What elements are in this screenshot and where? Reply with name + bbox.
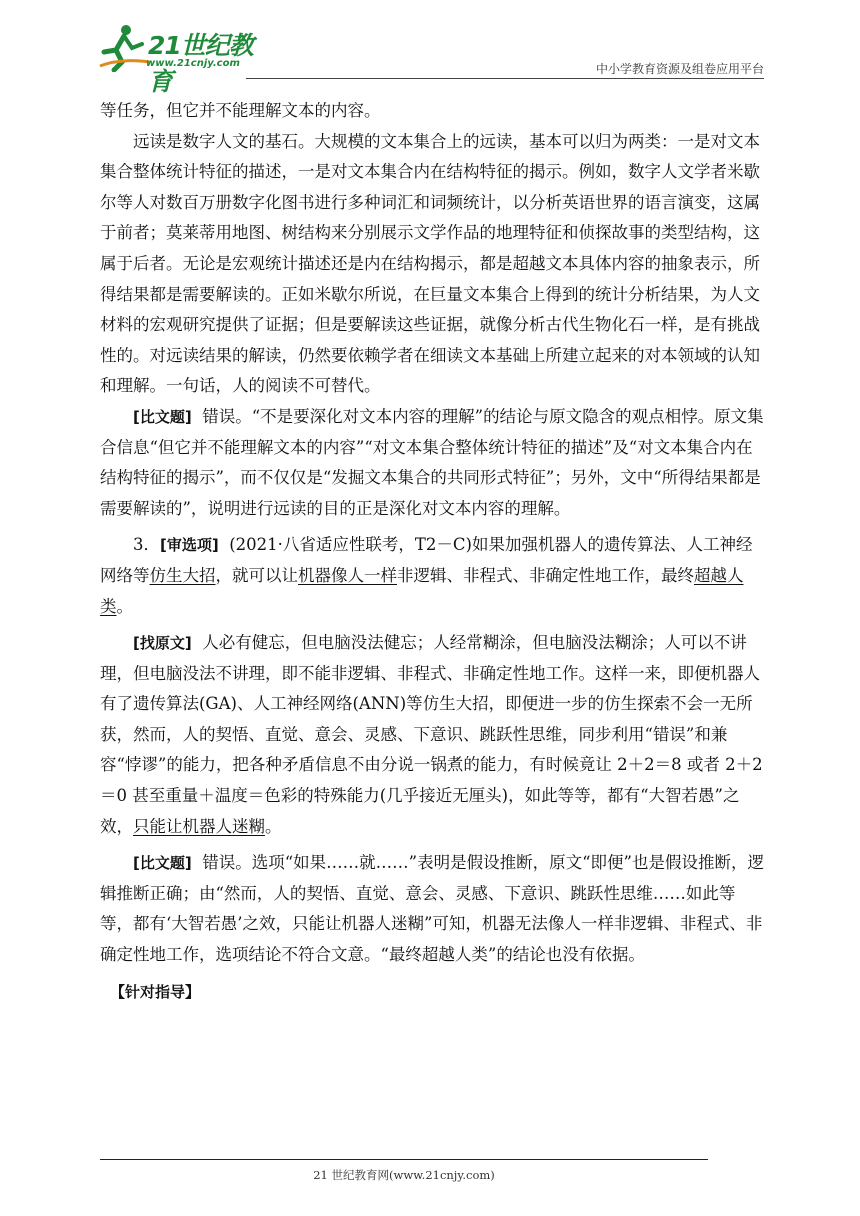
page-header	[96, 20, 764, 96]
compare-text: 错误。选项“如果……就……”表明是假设推断，原文“即便”也是假设推断，逻辑推断正确；由“然而，人的契悟、直觉、意会、灵感、下意识、跳跃性思维……如此等等，都有‘大智若愚’之效，只能让机器人迷糊”可知，机器无法像人一样非逻辑、非程式、非确定性地工作，选项结论不符合文意。“最终超越人类”的结论也没有依据。	[100, 853, 764, 965]
question-text: ，就可以让	[215, 565, 298, 585]
paragraph-compare-1	[100, 402, 764, 524]
document-body	[100, 96, 764, 1007]
question-3	[100, 530, 764, 622]
tag-label: [比文题]	[133, 407, 192, 426]
heading-text: 【针对指导】	[110, 982, 201, 1001]
question-text: 。	[116, 596, 133, 616]
runner-icon	[96, 22, 152, 72]
tag-label: [比文题]	[133, 854, 192, 873]
page-footer: 21 世纪教育网(www.21cnjy.com)	[313, 1168, 495, 1182]
paragraph-distant-reading: 远读是数字人文的基石。大规模的文本集合上的远读，基本可以归为两类：一是对文本集合整体统计特征的描述，一是对文本集合内在结构特征的揭示。例如，数字人文学者米歇尔等人对数百万册数字化图书进行多种词汇和词频统计，以分析英语世界的语言演变，这属于前者；莫莱蒂用地图、树结构来分别展示文学作品的地理特征和侦探故事的类型结构，这属于后者。无论是宏观统计描述还是内在结构揭示，都是超越文本具体内容的抽象表示，所得结果都是需要解读的。正如米歇尔所说，在巨量文本集合上得到的统计分析结果，为人文材料的宏观研究提供了证据；但是要解读这些证据，就像分析古代生物化石一样，是有挑战性的。对远读结果的解读，仍然要依赖学者在细读文本基础上所建立起来的对本领域的认知和理解。一句话，人的阅读不可替代。	[100, 131, 760, 396]
compare-text: 错误。“不是要深化对文本内容的理解”的结论与原文隐含的观点相悖。原文集合信息“但它并不能理解文本的内容”“对文本集合整体统计特征的描述”及“对文本集合内在结构特征的揭示”，而不仅仅是“发掘文本集合的共同形式特征”；另外，文中“所得结果都是需要解读的”，说明进行远读的目的正是深化对文本内容的理解。	[100, 406, 764, 518]
footer-divider	[100, 1159, 708, 1160]
question-text: 非逻辑、非程式、非确定性地工作，最终	[397, 565, 694, 585]
underlined-phrase: 机器像人一样	[298, 565, 397, 585]
paragraph-0: 等任务，但它并不能理解文本的内容。	[100, 101, 381, 120]
paragraph-compare-2	[100, 848, 764, 970]
header-platform-name: 中小学教育资源及组卷应用平台	[595, 62, 764, 76]
question-text: (2021·八省适应性联考，T2－C)如果加强机器人的遗传算法、人工神经网络等	[100, 535, 753, 585]
logo-text: 21世纪教育	[148, 31, 253, 96]
source-text: 人必有健忘，但电脑没法健忘；人经常糊涂，但电脑没法糊涂；人可以不讲理，但电脑没法不讲理，即不能非逻辑、非程式、非确定性地工作。这样一来，即便机器人有了遗传算法(GA)、人工神经网络(ANN)等仿生大招，即便进一步的仿生探索不会一无所获，然而，人的契悟、直觉、意会、灵感、下意识、跳跃性思维，同步利用“错误”和兼容“悖谬”的能力，把各种矛盾信息不由分说一锅煮的能力，有时候竟让 2＋2＝8 或者 2＋2＝0 甚至重量＋温度＝色彩的特殊能力(几乎接近无厘头)，如此等等，都有“大智若愚”之效，	[100, 633, 763, 836]
underlined-phrase: 超越人类	[100, 565, 744, 616]
source-text: 。	[265, 816, 282, 836]
tag-label: [审选项]	[160, 536, 219, 555]
underlined-phrase: 只能让机器人迷糊	[133, 816, 265, 836]
site-logo	[96, 20, 266, 96]
logo-url: www.21cnjy.com	[146, 58, 240, 69]
tag-label: [找原文]	[133, 634, 192, 653]
header-divider	[246, 78, 764, 79]
underlined-phrase: 仿生大招	[149, 565, 216, 585]
question-number: 3．	[133, 535, 160, 555]
section-heading	[100, 977, 764, 1008]
paragraph-find-source	[100, 628, 764, 842]
